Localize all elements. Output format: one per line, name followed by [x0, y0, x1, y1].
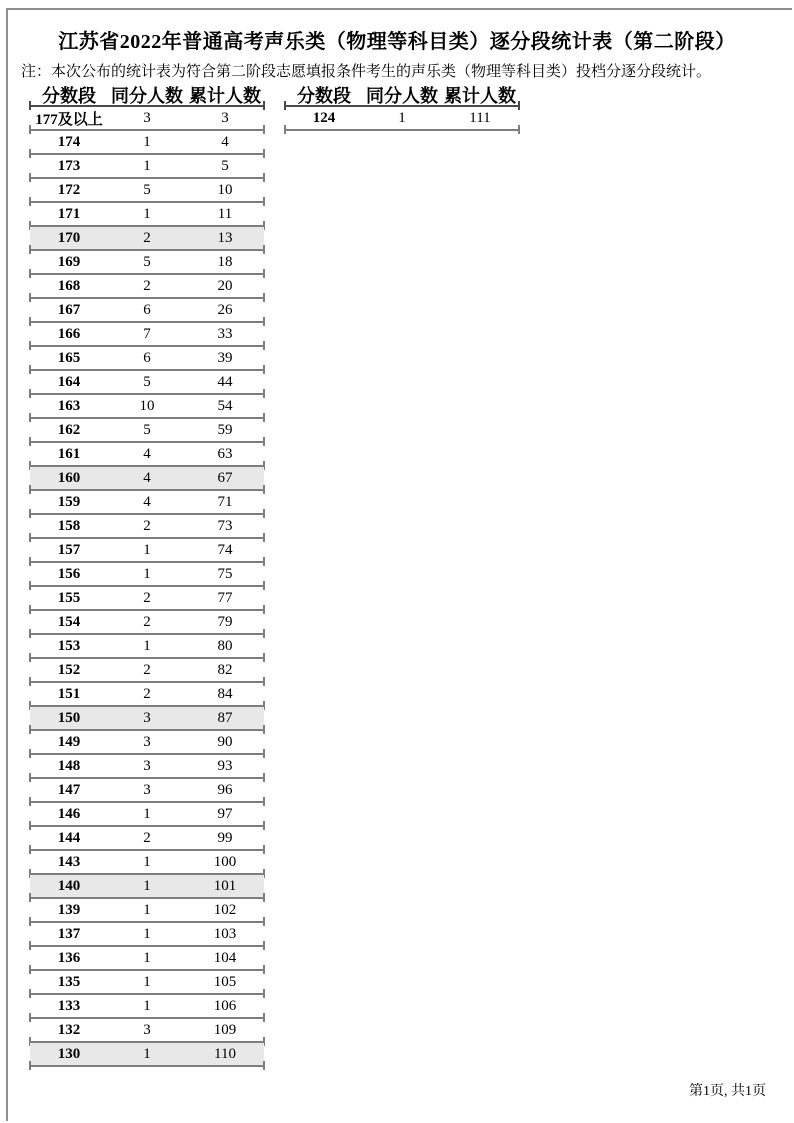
score-cell: 171 [57, 205, 81, 222]
same-score-count-cell: 3 [143, 757, 151, 774]
cumulative-count-cell: 97 [217, 805, 233, 822]
score-cell: 149 [57, 733, 81, 750]
cumulative-count-cell: 90 [217, 733, 233, 750]
cumulative-count-cell: 5 [221, 157, 229, 174]
table-row [30, 203, 264, 227]
score-cell: 163 [57, 397, 81, 414]
table-row [30, 995, 264, 1019]
table-row [30, 227, 264, 251]
cumulative-count-cell: 100 [213, 853, 237, 870]
same-score-count-cell: 4 [143, 445, 151, 462]
score-cell: 155 [57, 589, 81, 606]
cumulative-count-cell: 99 [217, 829, 233, 846]
cumulative-count-cell: 82 [217, 661, 233, 678]
cumulative-count-cell: 105 [213, 973, 237, 990]
cumulative-count-cell: 63 [217, 445, 233, 462]
same-score-count-cell: 1 [143, 1045, 151, 1062]
score-cell: 146 [57, 805, 81, 822]
same-score-count-cell: 2 [143, 589, 151, 606]
table-row [30, 899, 264, 923]
table-row [30, 1019, 264, 1043]
same-score-count-cell: 1 [143, 949, 151, 966]
cumulative-count-cell: 44 [217, 373, 233, 390]
cumulative-count-cell: 103 [213, 925, 237, 942]
table-row [30, 491, 264, 515]
score-cell: 144 [57, 829, 81, 846]
score-cell: 161 [57, 445, 81, 462]
same-score-count-cell: 1 [143, 877, 151, 894]
table-rows-container [30, 107, 264, 1067]
score-cell: 169 [57, 253, 81, 270]
table-row [30, 107, 264, 131]
score-cell: 170 [57, 229, 81, 246]
table-row [30, 299, 264, 323]
same-score-count-cell: 2 [143, 613, 151, 630]
header-cell-same-score-count: 同分人数 [366, 86, 438, 106]
score-cell: 153 [57, 637, 81, 654]
cumulative-count-cell: 13 [217, 229, 233, 246]
score-cell: 133 [57, 997, 81, 1014]
cumulative-count-cell: 18 [217, 253, 233, 270]
score-cell: 143 [57, 853, 81, 870]
table-row [30, 803, 264, 827]
cumulative-count-cell: 93 [217, 757, 233, 774]
cumulative-count-cell: 3 [221, 109, 229, 126]
table-row [30, 395, 264, 419]
table-row [30, 323, 264, 347]
score-cell: 165 [57, 349, 81, 366]
score-cell: 174 [57, 133, 81, 150]
table-row [30, 539, 264, 563]
table-row [30, 347, 264, 371]
table-row [30, 371, 264, 395]
table-row [30, 587, 264, 611]
same-score-count-cell: 6 [143, 349, 151, 366]
score-cell: 135 [57, 973, 81, 990]
note-text: 注：本次公布的统计表为符合第二阶段志愿填报条件考生的声乐类（物理等科目类）投档分逐分段统计。 [21, 64, 712, 80]
header-cell-score-range: 分数段 [297, 86, 351, 106]
cumulative-count-cell: 109 [213, 1021, 237, 1038]
same-score-count-cell: 1 [143, 541, 151, 558]
score-cell: 124 [312, 109, 336, 126]
table-row [30, 515, 264, 539]
score-cell: 147 [57, 781, 81, 798]
cumulative-count-cell: 79 [217, 613, 233, 630]
same-score-count-cell: 1 [143, 565, 151, 582]
table-row [30, 467, 264, 491]
footer-page-number: 第1页, 共1页 [689, 1084, 766, 1099]
cumulative-count-cell: 20 [217, 277, 233, 294]
same-score-count-cell: 5 [143, 253, 151, 270]
page-title: 江苏省2022年普通高考声乐类（物理等科目类）逐分段统计表（第二阶段） [58, 31, 736, 53]
score-cell: 167 [57, 301, 81, 318]
cumulative-count-cell: 4 [221, 133, 229, 150]
same-score-count-cell: 1 [143, 853, 151, 870]
same-score-count-cell: 1 [143, 157, 151, 174]
same-score-count-cell: 2 [143, 517, 151, 534]
table-row [30, 707, 264, 731]
cumulative-count-cell: 71 [217, 493, 233, 510]
header-cell-cumulative-count: 累计人数 [444, 86, 516, 106]
table-row [30, 731, 264, 755]
table-row [285, 107, 519, 131]
cumulative-count-cell: 87 [217, 709, 233, 726]
table-row [30, 851, 264, 875]
same-score-count-cell: 1 [143, 205, 151, 222]
table-row [30, 1043, 264, 1067]
cumulative-count-cell: 67 [217, 469, 233, 486]
score-cell: 157 [57, 541, 81, 558]
score-table-right [285, 85, 519, 131]
table-row [30, 827, 264, 851]
score-cell: 132 [57, 1021, 81, 1038]
table-row [30, 155, 264, 179]
table-rows-container [285, 107, 519, 131]
table-row [30, 179, 264, 203]
cumulative-count-cell: 75 [217, 565, 233, 582]
same-score-count-cell: 6 [143, 301, 151, 318]
cumulative-count-cell: 104 [213, 949, 237, 966]
score-cell: 148 [57, 757, 81, 774]
table-row [30, 131, 264, 155]
table-row [30, 947, 264, 971]
score-cell: 177及以上 [35, 111, 103, 128]
same-score-count-cell: 1 [143, 925, 151, 942]
cumulative-count-cell: 80 [217, 637, 233, 654]
same-score-count-cell: 10 [139, 397, 155, 414]
same-score-count-cell: 2 [143, 277, 151, 294]
table-row [30, 563, 264, 587]
header-cell-cumulative-count: 累计人数 [189, 86, 261, 106]
table-row [30, 755, 264, 779]
cumulative-count-cell: 26 [217, 301, 233, 318]
same-score-count-cell: 1 [398, 109, 406, 126]
same-score-count-cell: 5 [143, 373, 151, 390]
score-cell: 160 [57, 469, 81, 486]
header-cell-score-range: 分数段 [42, 86, 96, 106]
same-score-count-cell: 3 [143, 781, 151, 798]
table-row [30, 659, 264, 683]
score-cell: 150 [57, 709, 81, 726]
score-cell: 156 [57, 565, 81, 582]
cumulative-count-cell: 39 [217, 349, 233, 366]
score-cell: 130 [57, 1045, 81, 1062]
score-cell: 173 [57, 157, 81, 174]
score-cell: 140 [57, 877, 81, 894]
cumulative-count-cell: 111 [469, 109, 491, 126]
table-header-row [285, 85, 519, 107]
cumulative-count-cell: 77 [217, 589, 233, 606]
cumulative-count-cell: 110 [214, 1045, 236, 1062]
score-cell: 154 [57, 613, 81, 630]
same-score-count-cell: 1 [143, 637, 151, 654]
score-cell: 139 [57, 901, 81, 918]
score-cell: 136 [57, 949, 81, 966]
cumulative-count-cell: 33 [217, 325, 233, 342]
score-table-left [30, 85, 264, 1067]
header-cell-same-score-count: 同分人数 [111, 86, 183, 106]
table-row [30, 419, 264, 443]
table-row [30, 779, 264, 803]
score-cell: 168 [57, 277, 81, 294]
cumulative-count-cell: 106 [213, 997, 237, 1014]
table-row [30, 275, 264, 299]
cumulative-count-cell: 74 [217, 541, 233, 558]
same-score-count-cell: 1 [143, 133, 151, 150]
table-row [30, 923, 264, 947]
same-score-count-cell: 1 [143, 901, 151, 918]
table-row [30, 611, 264, 635]
same-score-count-cell: 1 [143, 973, 151, 990]
same-score-count-cell: 1 [143, 997, 151, 1014]
same-score-count-cell: 3 [143, 1021, 151, 1038]
cumulative-count-cell: 59 [217, 421, 233, 438]
same-score-count-cell: 4 [143, 493, 151, 510]
score-cell: 172 [57, 181, 81, 198]
score-cell: 166 [57, 325, 81, 342]
score-cell: 164 [57, 373, 81, 390]
score-cell: 159 [57, 493, 81, 510]
same-score-count-cell: 5 [143, 181, 151, 198]
same-score-count-cell: 3 [143, 109, 151, 126]
table-header-row [30, 85, 264, 107]
same-score-count-cell: 4 [143, 469, 151, 486]
table-row [30, 875, 264, 899]
cumulative-count-cell: 101 [213, 877, 237, 894]
same-score-count-cell: 2 [143, 661, 151, 678]
cumulative-count-cell: 102 [213, 901, 237, 918]
cumulative-count-cell: 10 [217, 181, 233, 198]
score-cell: 151 [57, 685, 81, 702]
cumulative-count-cell: 84 [217, 685, 233, 702]
cumulative-count-cell: 11 [217, 205, 233, 222]
same-score-count-cell: 2 [143, 829, 151, 846]
table-row [30, 971, 264, 995]
table-row [30, 443, 264, 467]
table-row [30, 251, 264, 275]
same-score-count-cell: 7 [143, 325, 151, 342]
same-score-count-cell: 1 [143, 805, 151, 822]
table-row [30, 683, 264, 707]
cumulative-count-cell: 54 [217, 397, 233, 414]
score-cell: 137 [57, 925, 81, 942]
same-score-count-cell: 3 [143, 733, 151, 750]
same-score-count-cell: 2 [143, 229, 151, 246]
cumulative-count-cell: 73 [217, 517, 233, 534]
score-cell: 152 [57, 661, 81, 678]
same-score-count-cell: 5 [143, 421, 151, 438]
score-cell: 158 [57, 517, 81, 534]
cumulative-count-cell: 96 [217, 781, 233, 798]
same-score-count-cell: 2 [143, 685, 151, 702]
table-row [30, 635, 264, 659]
score-cell: 162 [57, 421, 81, 438]
same-score-count-cell: 3 [143, 709, 151, 726]
